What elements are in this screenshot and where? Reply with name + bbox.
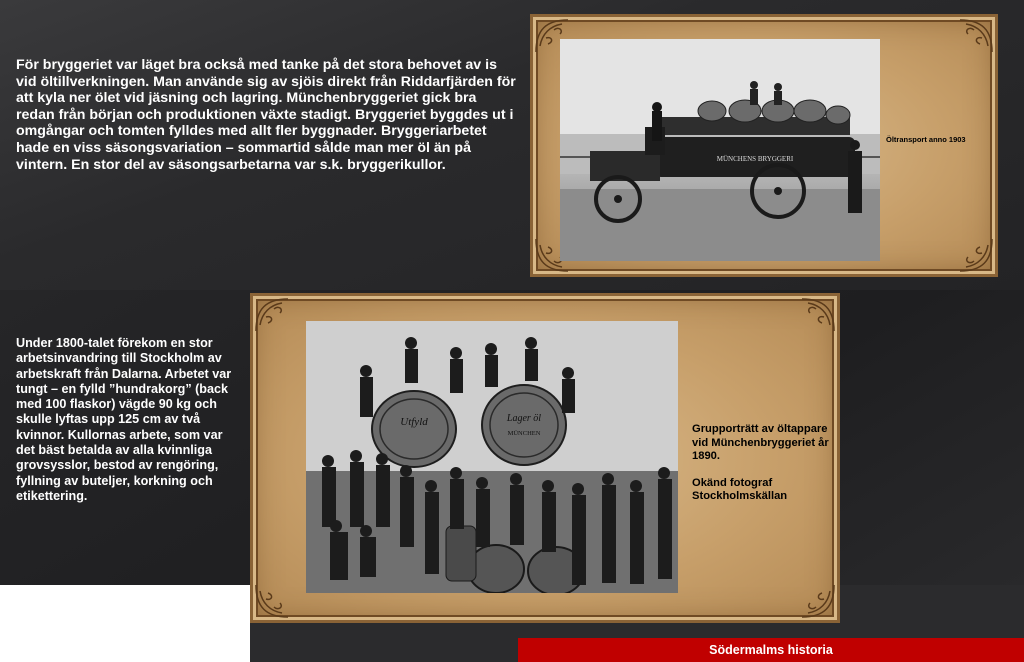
ornament-corner-icon [942,235,996,275]
brewery-workers-illustration [306,321,678,593]
beer-truck-illustration [560,39,880,261]
ornament-corner-icon [784,581,838,621]
dalarna-workers-paragraph: Under 1800-talet förekom en stor arbetsinvandring till Stockholm av arbetskraft från Dalarna. Arbetet var tungt – en fylld ”hundrakorg” (back med 100 flaskor) vägde 90 kg och skulle lyftas upp 125 cm av två kvinnor. Kullornas arbete, som var det bäst betalda av alla kvinnliga grovsysslor, bestod av rengöring, fyllning av buteljer, korkning och etikettering. [16,336,232,503]
barrel-label: Lager öl [506,413,542,424]
portrait-description: Grupporträtt av öltappare vid Münchenbryggeriet år 1890. [692,423,829,463]
portrait-credit: Okänd fotograf Stockholmskällan [692,476,788,503]
footer-label: Södermalms historia [709,643,833,657]
barrel-label: Utfyld [400,416,428,428]
footer-bar [518,638,1024,662]
ornament-corner-icon [252,295,306,335]
beer-truck-photo [560,39,880,261]
truck-photo-frame [530,14,998,277]
ornament-corner-icon [784,295,838,335]
ornament-corner-icon [942,16,996,56]
white-patch [0,585,250,662]
group-portrait-caption [692,423,832,504]
brewery-location-paragraph: För bryggeriet var läget bra också med tanke på det stora behovet av is vid öltillverkningen. Man använde sig av sjöis direkt från Riddarfjärden för att kyla ner ölet vid jäsning och lagring. Münchenbryggeriet gick bra redan från början och produktionen växte stadigt. Bryggeriet byggdes ut i omgångar och tomten fylldes med allt fler byggnader. Bryggeriarbetet hade en viss säsongsvariation – sommartid sålde man mer öl än på vintern. En stor del av säsongsarbetarna var s.k. bryggerikullor. [16,57,516,173]
brewery-workers-photo [306,321,678,593]
ornament-corner-icon [252,581,306,621]
truck-photo-caption: Öltransport anno 1903 [886,135,966,144]
barrel-label: MÜNCHEN [507,430,541,437]
truck-sign: MÜNCHENS BRYGGERI [716,155,794,163]
group-portrait-frame [250,293,840,623]
